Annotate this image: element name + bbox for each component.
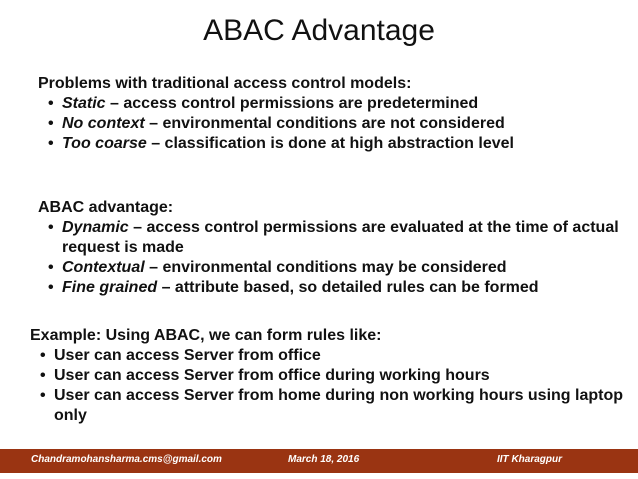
bullet-dot-icon: •	[48, 135, 54, 152]
item-text: User can access Server from home during non working hours using laptop only	[54, 387, 624, 424]
item-term: Fine grained	[62, 279, 158, 296]
list-item	[38, 114, 628, 134]
bullet-dot-icon: •	[48, 115, 54, 132]
list-item	[30, 346, 628, 366]
bullet-dot-icon: •	[40, 347, 46, 364]
item-term: Too coarse	[62, 135, 147, 152]
list-item	[38, 258, 628, 278]
bullet-dot-icon: •	[48, 259, 54, 276]
list-item	[38, 134, 628, 154]
item-term: No context	[62, 115, 145, 132]
bullet-dot-icon: •	[48, 219, 54, 236]
section-abac-advantage	[38, 198, 628, 298]
item-text: – access control permissions are predetermined	[105, 95, 479, 112]
bullet-dot-icon: •	[40, 367, 46, 384]
list-item	[38, 278, 628, 298]
item-text: – environmental conditions are not considered	[144, 115, 505, 132]
section-heading: Example: Using ABAC, we can form rules like:	[30, 327, 382, 344]
section-example	[30, 326, 628, 426]
list-item	[30, 386, 628, 426]
item-text: – classification is done at high abstraction level	[146, 135, 514, 152]
list-item	[30, 366, 628, 386]
footer-bar	[0, 449, 638, 473]
bullet-list	[30, 346, 628, 426]
bullet-list	[38, 218, 628, 298]
bullet-dot-icon: •	[40, 387, 46, 404]
item-text: User can access Server from office during working hours	[54, 367, 490, 384]
bullet-dot-icon: •	[48, 95, 54, 112]
slide-title: ABAC Advantage	[203, 14, 435, 47]
item-term: Static	[62, 95, 106, 112]
footer-institution: IIT Kharagpur	[497, 454, 563, 465]
item-text: – environmental conditions may be considered	[144, 259, 507, 276]
bullet-dot-icon: •	[48, 279, 54, 296]
footer-email: Chandramohansharma.cms@gmail.com	[31, 454, 222, 465]
bullet-list	[38, 94, 628, 154]
footer-date: March 18, 2016	[288, 454, 360, 465]
section-heading: ABAC advantage:	[38, 199, 174, 216]
item-text: – access control permissions are evaluated at the time of actual request is made	[62, 219, 619, 256]
section-problems	[38, 74, 628, 154]
list-item	[38, 94, 628, 114]
section-heading: Problems with traditional access control models:	[38, 75, 412, 92]
item-text: User can access Server from office	[54, 347, 321, 364]
item-text: – attribute based, so detailed rules can be formed	[157, 279, 539, 296]
item-term: Dynamic	[62, 219, 129, 236]
list-item	[38, 218, 628, 258]
item-term: Contextual	[62, 259, 145, 276]
